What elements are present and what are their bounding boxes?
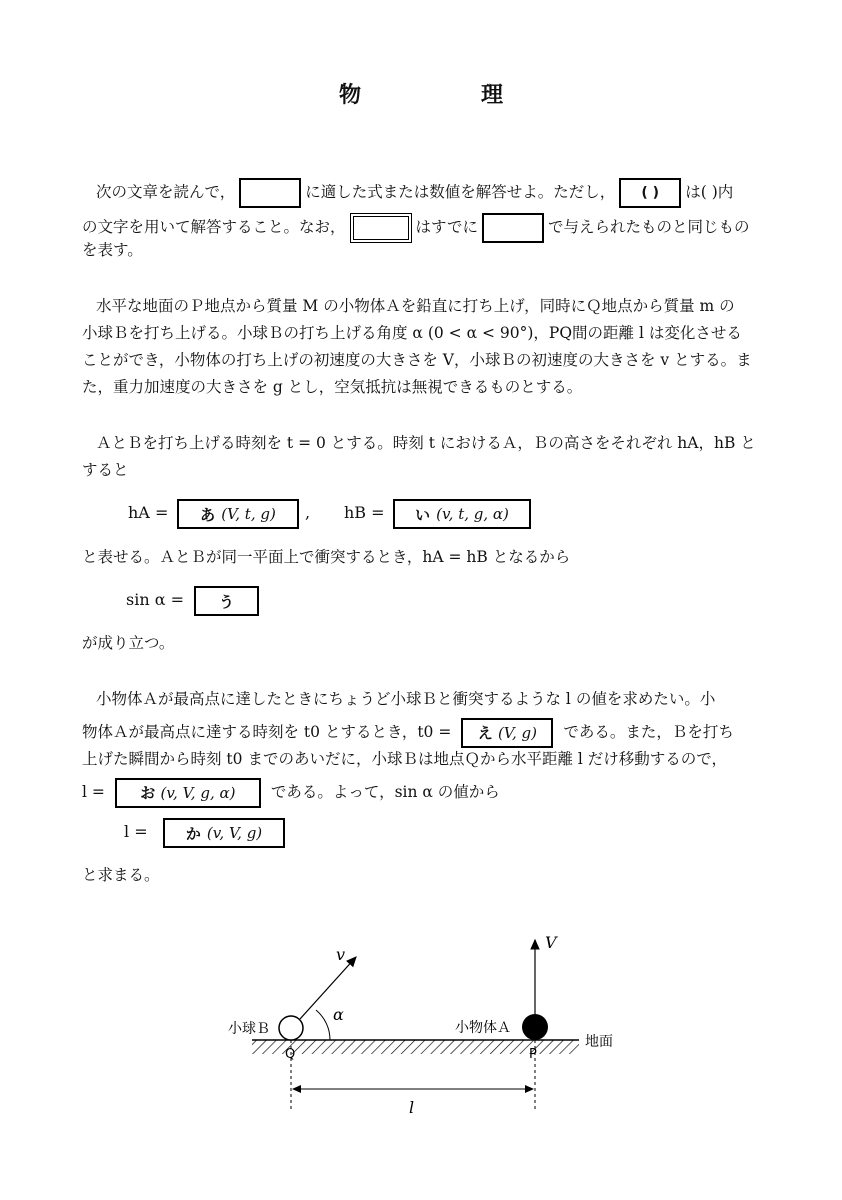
label-alpha: α [333, 1005, 344, 1024]
eq-sin-label: sin α = [126, 590, 185, 609]
label-v: v [336, 945, 346, 964]
velocity-v-arrow [300, 957, 356, 1019]
label-V: V [545, 933, 557, 952]
p1-line-3: ことができ，小物体の打ち上げの初速度の大きさを V，小球Ｂの初速度の大きさを v とする。ま [82, 351, 752, 369]
answer-box-e: え (V, g) [461, 718, 553, 748]
intro-line-3: を表す。 [82, 241, 143, 259]
projectile-figure [0, 920, 842, 1120]
intro-line-1: 次の文章を読んで， に適した式または数値を解答せよ。ただし， ( ) は( )内 [96, 178, 733, 208]
eq-comma: , [305, 503, 311, 522]
p1-line-1: 水平な地面のＰ地点から質量 M の小物体Ａを鉛直に打ち上げ，同時にＱ地点から質量 m の [96, 297, 735, 315]
label-q: Q [285, 1047, 296, 1062]
label-object-a: 小物体Ａ [455, 1020, 511, 1036]
label-ball-b: 小球Ｂ [228, 1021, 270, 1037]
answer-box-a: あ (V, t, g) [177, 499, 299, 529]
eq-hB-label: hB = [344, 503, 385, 522]
p3-line-1: 小物体Ａが最高点に達したときにちょうど小球Ｂと衝突するような l の値を求めたい。小 [96, 690, 716, 708]
p2-line-2: すると [82, 461, 129, 479]
answer-box-sample [239, 178, 301, 208]
label-l: l [409, 1098, 415, 1117]
p1-line-2: 小球Ｂを打ち上げる。小球Ｂの打ち上げる角度 α (0 < α < 90°)，PQ間の距離 l は変化させる [82, 324, 742, 342]
label-p: P [529, 1047, 537, 1062]
answer-box-u: う [194, 586, 259, 616]
p1-line-4: た，重力加速度の大きさを g とし，空気抵抗は無視できるものとする。 [82, 378, 583, 396]
eq-l-label: l = [124, 822, 148, 841]
p2-line-3: と表せる。ＡとＢが同一平面上で衝突するとき，hA = hB となるから [82, 548, 571, 566]
eq-hA-label: hA = [128, 503, 169, 522]
object-a [522, 1014, 548, 1040]
answer-box-sample-2 [482, 213, 544, 243]
label-ground: 地面 [585, 1034, 613, 1050]
p3-line-3: 上げた瞬間から時刻 t0 までのあいだに，小球Ｂは地点Ｑから水平距離 l だけ移動するので， [82, 750, 727, 768]
answer-box-i: い (v, t, g, α) [393, 499, 531, 529]
p2-line-1: ＡとＢを打ち上げる時刻を t = 0 とする。時刻 t におけるＡ，Ｂの高さをそれぞれ hA，hB と [96, 434, 756, 452]
p3-line-6: と求まる。 [82, 866, 160, 884]
angle-arc [316, 1010, 330, 1040]
double-box-sample [350, 213, 412, 243]
p2-line-4: が成り立つ。 [82, 634, 175, 652]
paren-box-sample: ( ) [619, 178, 681, 208]
p3-line-4: l = お (v, V, g, α) である。よって，sin α の値から [82, 778, 500, 808]
page-title: 物 理 [338, 83, 504, 108]
p3-line-2: 物体Ａが最高点に達する時刻を t0 とするとき，t0 = え (V, g) である。また，Ｂを打ち [82, 718, 734, 748]
answer-box-ka: か (v, V, g) [163, 818, 285, 848]
intro-line-2: の文字を用いて解答すること。なお， はすでに で与えられたものと同じもの [82, 213, 750, 243]
answer-box-o: お (v, V, g, α) [115, 778, 261, 808]
ball-b [279, 1016, 303, 1040]
